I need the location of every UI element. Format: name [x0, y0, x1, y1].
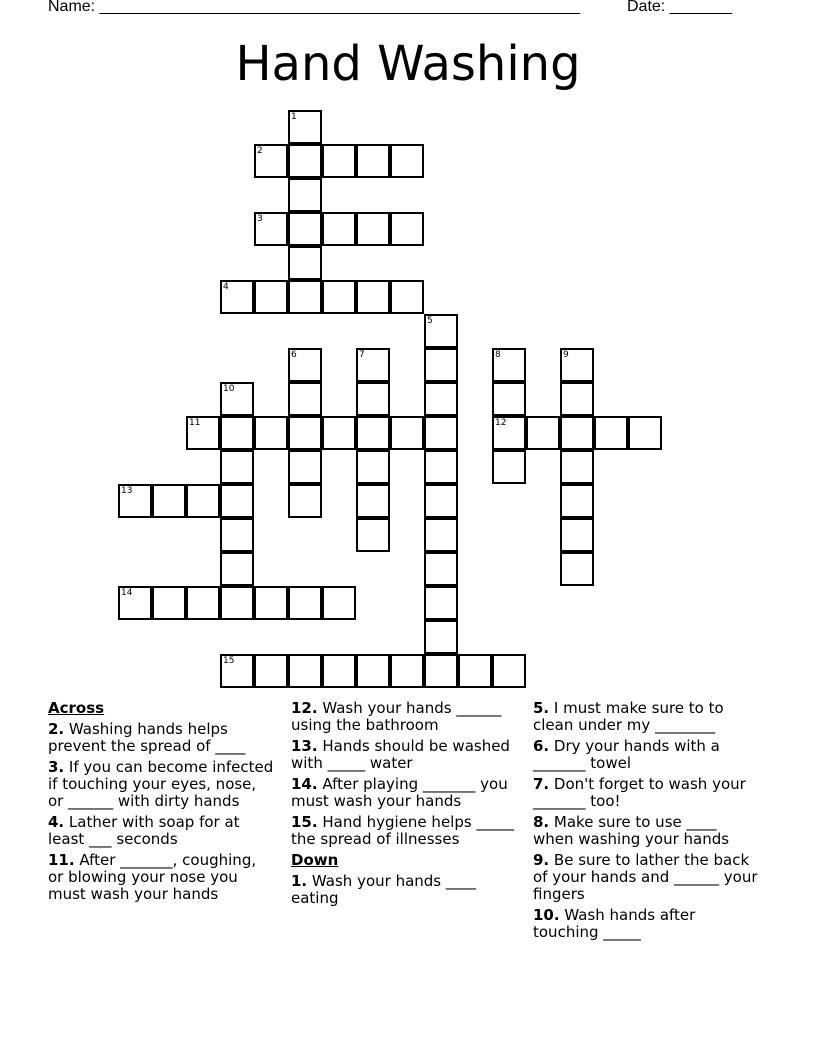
clue-text: I must make sure to to clean under my ________	[533, 699, 724, 734]
crossword-cell[interactable]	[356, 518, 390, 552]
cell-number: 11	[189, 418, 201, 428]
crossword-cell[interactable]	[288, 416, 322, 450]
clue-number: 13.	[291, 737, 318, 755]
down-heading: Down	[291, 851, 339, 869]
clue-across-3	[48, 759, 276, 810]
clue-number: 5.	[533, 699, 550, 717]
crossword-cell[interactable]	[356, 144, 390, 178]
clue-text: Make sure to use ____ when washing your hands	[533, 813, 730, 848]
clue-across-4	[48, 814, 276, 848]
crossword-cell[interactable]	[560, 552, 594, 586]
clue-number: 10.	[533, 906, 560, 924]
crossword-cell[interactable]	[118, 484, 152, 518]
name-field-label: Name: ______________________________________________________	[48, 0, 581, 15]
clue-down-1	[291, 873, 519, 907]
crossword-cell[interactable]	[492, 416, 526, 450]
clue-number: 11.	[48, 851, 75, 869]
crossword-cell[interactable]	[254, 212, 288, 246]
crossword-cell[interactable]	[152, 484, 186, 518]
clue-number: 8.	[533, 813, 550, 831]
clue-text: After playing _______ you must wash your hands	[291, 775, 508, 810]
crossword-cell[interactable]	[560, 518, 594, 552]
clue-number: 9.	[533, 851, 550, 869]
crossword-cell[interactable]	[322, 212, 356, 246]
crossword-cell[interactable]	[288, 212, 322, 246]
crossword-cell[interactable]	[288, 178, 322, 212]
crossword-cell[interactable]	[424, 620, 458, 654]
clue-down-10	[533, 907, 761, 941]
crossword-cell[interactable]	[288, 450, 322, 484]
crossword-cell[interactable]	[356, 416, 390, 450]
clue-down-6	[533, 738, 761, 772]
date-field-label: Date: _______	[627, 0, 732, 15]
clue-across-11	[48, 852, 276, 903]
crossword-cell[interactable]	[390, 212, 424, 246]
crossword-cell[interactable]	[424, 586, 458, 620]
crossword-cell[interactable]	[322, 586, 356, 620]
clue-text: Hand hygiene helps _____ the spread of illnesses	[291, 813, 514, 848]
clue-text: Lather with soap for at least ___ seconds	[48, 813, 240, 848]
crossword-cell[interactable]	[492, 348, 526, 382]
clues-column-3	[533, 700, 761, 945]
crossword-cell[interactable]	[322, 654, 356, 688]
crossword-cell[interactable]	[152, 586, 186, 620]
crossword-cell[interactable]	[356, 348, 390, 382]
clue-across-15	[291, 814, 519, 848]
crossword-cell[interactable]	[424, 484, 458, 518]
crossword-cell[interactable]	[424, 518, 458, 552]
crossword-cell[interactable]	[492, 450, 526, 484]
clue-number: 14.	[291, 775, 318, 793]
crossword-cell[interactable]	[288, 280, 322, 314]
cell-number: 6	[291, 350, 297, 360]
crossword-cell[interactable]	[424, 314, 458, 348]
crossword-cell[interactable]	[220, 484, 254, 518]
crossword-cell[interactable]	[356, 280, 390, 314]
cell-number: 13	[121, 486, 133, 496]
crossword-cell[interactable]	[492, 382, 526, 416]
crossword-cell[interactable]	[288, 144, 322, 178]
cell-number: 3	[257, 214, 263, 224]
clue-text: After _______, coughing, or blowing your nose you must wash your hands	[48, 851, 257, 903]
crossword-cell[interactable]	[594, 416, 628, 450]
clue-number: 2.	[48, 720, 65, 738]
cell-number: 15	[223, 656, 235, 666]
across-heading: Across	[48, 699, 105, 717]
clue-across-2	[48, 721, 276, 755]
crossword-cell[interactable]	[560, 416, 594, 450]
cell-number: 2	[257, 146, 263, 156]
clue-number: 1.	[291, 872, 308, 890]
clue-down-7	[533, 776, 761, 810]
crossword-cell[interactable]	[424, 348, 458, 382]
cell-number: 14	[121, 588, 133, 598]
cell-number: 5	[427, 316, 433, 326]
crossword-cell[interactable]	[254, 144, 288, 178]
crossword-cell[interactable]	[254, 654, 288, 688]
crossword-cell[interactable]	[492, 654, 526, 688]
cell-number: 10	[223, 384, 235, 394]
clue-down-8	[533, 814, 761, 848]
cell-number: 8	[495, 350, 501, 360]
crossword-cell[interactable]	[254, 416, 288, 450]
crossword-cell[interactable]	[322, 416, 356, 450]
crossword-cell[interactable]	[356, 654, 390, 688]
crossword-cell[interactable]	[186, 586, 220, 620]
crossword-cell[interactable]	[220, 280, 254, 314]
crossword-cell[interactable]	[254, 280, 288, 314]
crossword-cell[interactable]	[424, 450, 458, 484]
crossword-cell[interactable]	[356, 484, 390, 518]
clue-number: 3.	[48, 758, 65, 776]
crossword-cell[interactable]	[288, 246, 322, 280]
clue-down-5	[533, 700, 761, 734]
clue-text: Dry your hands with a _______ towel	[533, 737, 720, 772]
crossword-cell[interactable]	[322, 280, 356, 314]
clue-text: If you can become infected if touching your eyes, nose, or ______ with dirty hands	[48, 758, 274, 810]
clue-across-12	[291, 700, 519, 734]
crossword-cell[interactable]	[186, 484, 220, 518]
cell-number: 4	[223, 282, 229, 292]
clue-text: Be sure to lather the back of your hands and ______ your fingers	[533, 851, 758, 903]
crossword-cell[interactable]	[322, 144, 356, 178]
crossword-cell[interactable]	[560, 484, 594, 518]
crossword-cell[interactable]	[390, 416, 424, 450]
clue-text: Hands should be washed with _____ water	[291, 737, 510, 772]
clue-text: Don't forget to wash your _______ too!	[533, 775, 746, 810]
cell-number: 9	[563, 350, 569, 360]
crossword-cell[interactable]	[560, 382, 594, 416]
crossword-cell[interactable]	[424, 552, 458, 586]
clue-across-13	[291, 738, 519, 772]
clue-down-9	[533, 852, 761, 903]
clue-text: Wash your hands ______ using the bathroom	[291, 699, 502, 734]
crossword-cell[interactable]	[220, 586, 254, 620]
crossword-cell[interactable]	[424, 654, 458, 688]
clues-column-2	[291, 700, 519, 911]
crossword-cell[interactable]	[390, 144, 424, 178]
crossword-cell[interactable]	[288, 654, 322, 688]
crossword-cell[interactable]	[526, 416, 560, 450]
crossword-cell[interactable]	[424, 382, 458, 416]
crossword-cell[interactable]	[220, 382, 254, 416]
page-title: Hand Washing	[235, 36, 581, 92]
crossword-cell[interactable]	[356, 212, 390, 246]
crossword-cell[interactable]	[220, 416, 254, 450]
crossword-cell[interactable]	[628, 416, 662, 450]
crossword-cell[interactable]	[356, 382, 390, 416]
crossword-cell[interactable]	[288, 382, 322, 416]
clue-number: 4.	[48, 813, 65, 831]
crossword-cell[interactable]	[390, 654, 424, 688]
crossword-cell[interactable]	[220, 450, 254, 484]
crossword-cell[interactable]	[356, 450, 390, 484]
clue-number: 15.	[291, 813, 318, 831]
cell-number: 7	[359, 350, 365, 360]
cell-number: 1	[291, 112, 297, 122]
crossword-cell[interactable]	[220, 654, 254, 688]
crossword-cell[interactable]	[254, 586, 288, 620]
crossword-cell[interactable]	[458, 654, 492, 688]
crossword-cell[interactable]	[390, 280, 424, 314]
crossword-cell[interactable]	[220, 518, 254, 552]
crossword-cell[interactable]	[118, 586, 152, 620]
crossword-cell[interactable]	[560, 450, 594, 484]
clue-number: 12.	[291, 699, 318, 717]
clue-text: Washing hands helps prevent the spread of ____	[48, 720, 246, 755]
clue-across-14	[291, 776, 519, 810]
crossword-cell[interactable]	[560, 348, 594, 382]
crossword-cell[interactable]	[288, 110, 322, 144]
cell-number: 12	[495, 418, 507, 428]
crossword-cell[interactable]	[424, 416, 458, 450]
clue-text: Wash your hands ____ eating	[291, 872, 476, 907]
crossword-cell[interactable]	[288, 484, 322, 518]
crossword-cell[interactable]	[288, 348, 322, 382]
crossword-cell[interactable]	[220, 552, 254, 586]
crossword-cell[interactable]	[288, 586, 322, 620]
clue-number: 7.	[533, 775, 550, 793]
clue-number: 6.	[533, 737, 550, 755]
crossword-cell[interactable]	[186, 416, 220, 450]
clues-column-1	[48, 700, 276, 907]
clue-text: Wash hands after touching _____	[533, 906, 696, 941]
